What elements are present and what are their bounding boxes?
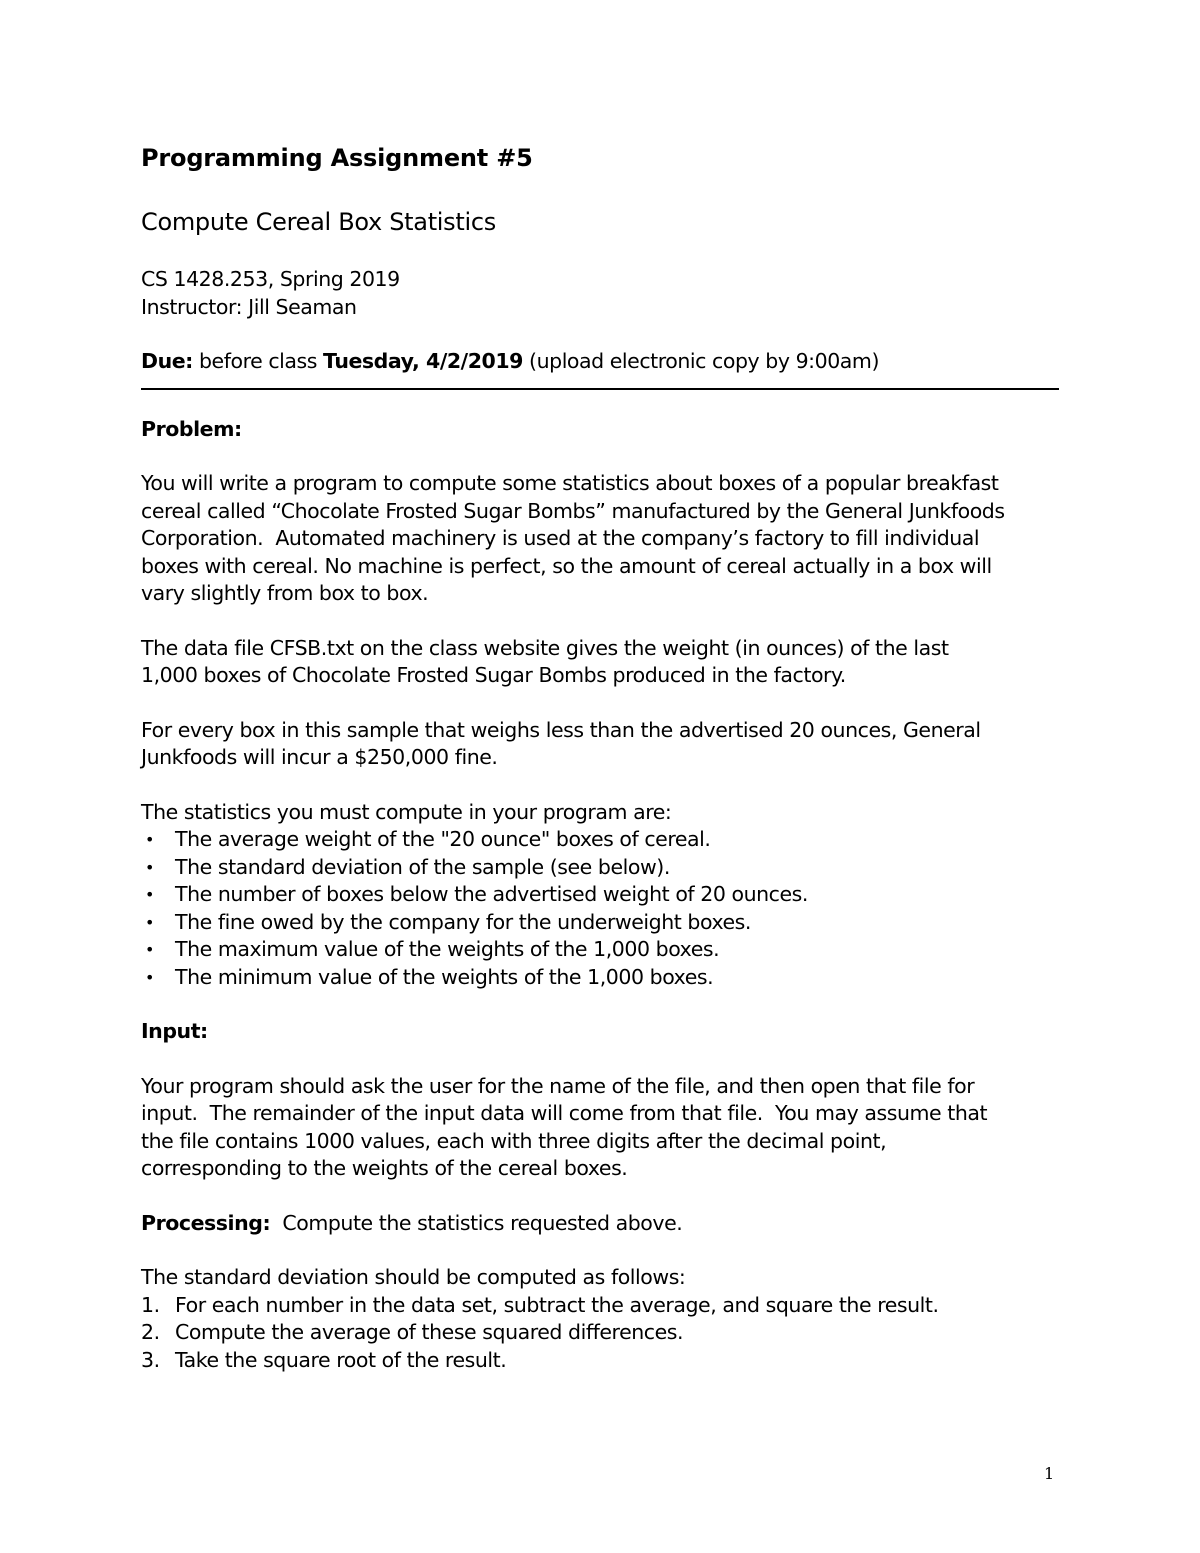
list-item xyxy=(141,854,1061,882)
text-line: 1,000 boxes of Chocolate Frosted Sugar Bombs produced in the factory. xyxy=(141,663,846,687)
due-date: Tuesday, 4/2/2019 xyxy=(323,349,523,373)
list-item-text: The minimum value of the weights of the 1,000 boxes. xyxy=(175,964,714,989)
stddev-steps xyxy=(141,1292,1061,1375)
bullet-icon: • xyxy=(145,940,154,959)
problem-paragraph-2 xyxy=(141,635,1061,690)
list-item xyxy=(141,881,1061,909)
bullet-icon: • xyxy=(145,830,154,849)
due-label: Due: xyxy=(141,349,193,373)
text-line: the file contains 1000 values, each with three digits after the decimal point, xyxy=(141,1128,887,1153)
step-number: 1. xyxy=(141,1292,160,1317)
assignment-title: Programming Assignment #5 xyxy=(141,144,533,172)
problem-paragraph-1 xyxy=(141,470,1061,608)
list-item-text: The number of boxes below the advertised weight of 20 ounces. xyxy=(175,882,808,906)
document-body xyxy=(141,140,1061,1374)
due-pre-text: before class xyxy=(192,349,324,373)
input-heading: Input: xyxy=(141,1019,208,1043)
problem-heading: Problem: xyxy=(141,416,242,441)
course-line: CS 1428.253, Spring 2019 xyxy=(141,267,400,291)
text-line: Your program should ask the user for the name of the file, and then open that file for xyxy=(141,1073,975,1098)
text-line: The data file CFSB.txt on the class website gives the weight (in ounces) of the last xyxy=(141,635,949,660)
list-item-text: The fine owed by the company for the underweight boxes. xyxy=(175,909,751,934)
list-item xyxy=(141,1347,1061,1375)
problem-paragraph-3 xyxy=(141,717,1061,772)
instructor-line: Instructor: Jill Seaman xyxy=(141,294,357,319)
statistics-section xyxy=(141,799,1061,992)
list-item-text: The standard deviation of the sample (see below). xyxy=(175,854,670,879)
assignment-subtitle: Compute Cereal Box Statistics xyxy=(141,208,496,236)
list-item xyxy=(141,909,1061,937)
processing-line xyxy=(141,1210,1061,1238)
text-line: input. The remainder of the input data will come from that file. You may assume that xyxy=(141,1101,988,1125)
input-paragraph xyxy=(141,1073,1061,1183)
step-number: 2. xyxy=(141,1320,160,1344)
list-item-text: The average weight of the "20 ounce" boxes of cereal. xyxy=(175,827,711,851)
list-item xyxy=(141,1319,1061,1347)
bullet-icon: • xyxy=(145,885,154,904)
page-number: 1 xyxy=(1044,1464,1055,1483)
list-item xyxy=(141,826,1061,854)
step-text: Compute the average of these squared differences. xyxy=(175,1320,684,1344)
text-line: cereal called “Chocolate Frosted Sugar Bombs” manufactured by the General Junkfoods xyxy=(141,498,1005,523)
text-line: vary slightly from box to box. xyxy=(141,581,429,605)
text-line: You will write a program to compute some statistics about boxes of a popular breakfast xyxy=(141,471,999,495)
due-post-text: (upload electronic copy by 9:00am) xyxy=(522,349,879,373)
text-line: Junkfoods will incur a $250,000 fine. xyxy=(141,745,498,769)
processing-text: Compute the statistics requested above. xyxy=(270,1210,683,1235)
processing-heading: Processing: xyxy=(141,1210,271,1235)
due-line xyxy=(141,348,1061,376)
text-line: For every box in this sample that weighs less than the advertised 20 ounces, General xyxy=(141,717,981,742)
step-number: 3. xyxy=(141,1347,160,1372)
list-item xyxy=(141,964,1061,992)
text-line: corresponding to the weights of the cereal boxes. xyxy=(141,1156,628,1180)
stddev-intro: The standard deviation should be computed as follows: xyxy=(141,1265,686,1289)
step-text: Take the square root of the result. xyxy=(175,1347,507,1372)
statistics-intro: The statistics you must compute in your program are: xyxy=(141,799,672,824)
list-item xyxy=(141,936,1061,964)
list-item-text: The maximum value of the weights of the 1,000 boxes. xyxy=(175,937,720,961)
stddev-section xyxy=(141,1264,1061,1374)
text-line: boxes with cereal. No machine is perfect, so the amount of cereal actually in a box will xyxy=(141,553,992,578)
bullet-icon: • xyxy=(145,857,154,877)
bullet-icon: • xyxy=(145,912,154,932)
bullet-icon: • xyxy=(145,967,154,987)
step-text: For each number in the data set, subtract the average, and square the result. xyxy=(175,1292,939,1317)
text-line: Corporation. Automated machinery is used at the company’s factory to fill individual xyxy=(141,526,980,550)
list-item xyxy=(141,1292,1061,1320)
header-divider xyxy=(141,388,1059,390)
statistics-list xyxy=(141,826,1061,991)
